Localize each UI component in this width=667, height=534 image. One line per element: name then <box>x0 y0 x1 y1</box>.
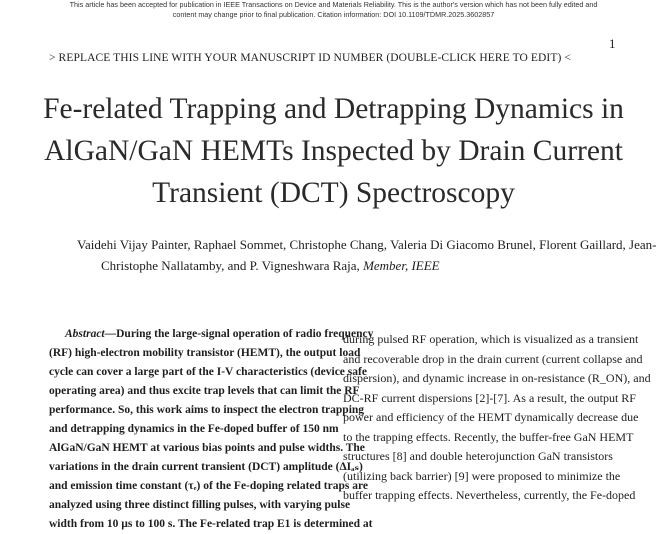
page-number: 1 <box>609 36 616 51</box>
paper-title <box>40 88 627 214</box>
abstract-label: Abstract <box>65 328 105 340</box>
abstract-line: performance. So, this work aims to inspect the electron trapping <box>49 404 365 416</box>
title-line-2: AlGaN/GaN HEMTs Inspected by Drain Current <box>44 135 623 167</box>
authors-line-2-names: Christophe Nallatamby, and P. Vigneshwara Raja, <box>101 258 364 273</box>
intro-column <box>343 330 651 506</box>
body-line: (utilizing back barrier) [9] were proposed to minimize the <box>343 468 621 483</box>
body-line: and recoverable drop in the drain current (current collapse and <box>343 351 643 366</box>
abstract-line: (RF) high-electron mobility transistor (HEMT), the output load <box>49 347 361 359</box>
author-list <box>77 234 657 276</box>
abstract-line: and emission time constant (τₑ) of the Fe-doping related traps are <box>49 480 368 492</box>
title-line-3: Transient (DCT) Spectroscopy <box>152 177 515 209</box>
abstract-line: and detrapping dynamics in the Fe-doped buffer of 150 nm <box>49 423 339 435</box>
body-line: during pulsed RF operation, which is visualized as a transient <box>343 332 639 346</box>
title-line-1: Fe-related Trapping and Detrapping Dynamics in <box>43 93 624 125</box>
body-line: to the trapping effects. Recently, the buffer-free GaN HEMT <box>343 429 634 444</box>
abstract-line: width from 10 µs to 100 s. The Fe-related trap E1 is determined at <box>49 518 373 530</box>
abstract-line: Abstract—During the large-signal operation of radio frequency <box>65 328 374 340</box>
banner-line-1: This article has been accepted for publication in IEEE Transactions on Device and Materials Reliability. This is the author's version which has not been fully edited and <box>69 0 598 9</box>
abstract-line: cycle can cover a large part of the I-V characteristics (device safe <box>49 366 367 378</box>
body-line: structures [8] and double heterojunction GaN transistors <box>343 449 613 463</box>
abstract-line: AlGaN/GaN HEMT at various bias points and pulse widths. The <box>49 442 365 454</box>
body-line: dispersion), and dynamic increase in on-resistance (R_ON), and <box>343 371 651 385</box>
body-line: DC-RF current dispersions [2]-[7]. As a result, the output RF <box>343 390 636 405</box>
banner-line-2: content may change prior to final publication. Citation information: DOI 10.1109/TDMR.2025.3602857 <box>172 10 495 19</box>
publication-banner <box>0 0 667 30</box>
body-line: buffer trapping effects. Nevertheless, currently, the Fe-doped <box>343 488 636 502</box>
abstract-line: analyzed using three distinct filling pulses, with varying pulse <box>49 499 351 511</box>
authors-line-1: Vaidehi Vijay Painter, Raphael Sommet, Christophe Chang, Valeria Di Giacomo Brunel, Florent Gaillard, Jean- <box>77 237 657 252</box>
abstract-line: variations in the drain current transient (DCT) amplitude (ΔIₐₛ) <box>49 461 363 473</box>
manuscript-id-line[interactable]: > REPLACE THIS LINE WITH YOUR MANUSCRIPT ID NUMBER (DOUBLE-CLICK HERE TO EDIT) < <box>49 52 571 64</box>
author-membership: Member, IEEE <box>363 258 440 273</box>
abstract-line: operating area) and thus excite trap levels that can limit the RF <box>49 385 360 397</box>
body-line: power and efficiency of the HEMT dynamically decrease due <box>343 410 639 424</box>
abstract-column <box>49 325 374 534</box>
authors-line-2 <box>77 255 617 276</box>
